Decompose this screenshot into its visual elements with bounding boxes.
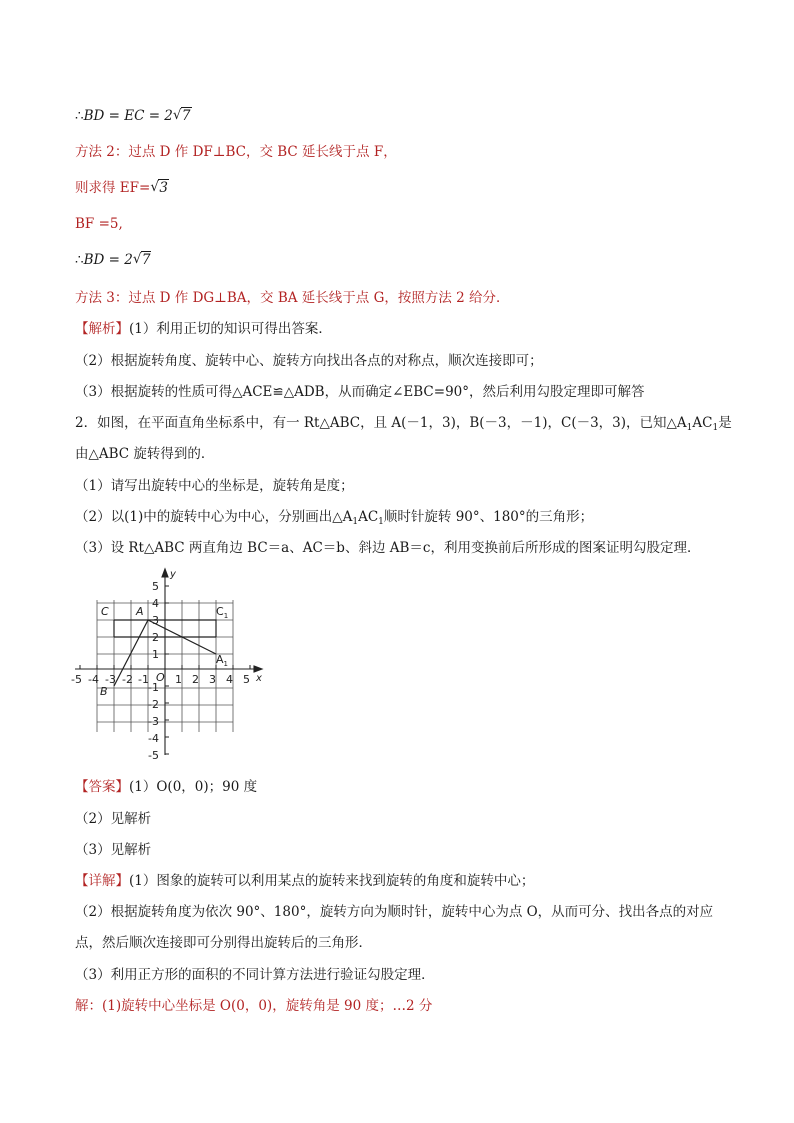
x-tick: -5	[71, 673, 82, 686]
radicand: 7	[181, 108, 191, 124]
point-label-a: A	[136, 605, 144, 618]
line-bf: BF =5,	[75, 216, 123, 232]
x-tick: -1	[138, 673, 149, 686]
answer-line-1	[75, 777, 257, 797]
origin-label: O	[156, 671, 165, 684]
y-tick: 3	[152, 614, 159, 627]
q2-text: 是	[718, 415, 732, 431]
axes	[75, 569, 262, 755]
y-tick-labels	[148, 569, 177, 762]
radicand: 3	[159, 180, 168, 196]
answer-line-3: （3）见解析	[75, 842, 152, 858]
question-2-line-2: 由△ABC 旋转得到的．	[75, 446, 215, 462]
sqrt-expression	[150, 178, 169, 198]
subscript: 1	[352, 517, 359, 527]
detail-line-1	[75, 871, 534, 891]
detail-text: (1）图象的旋转可以利用某点的旋转来找到旋转的角度和旋转中心；	[129, 873, 535, 889]
detail-line-4: （3）利用正方形的面积的不同计算方法进行验证勾股定理．	[75, 967, 435, 983]
answer-line-2: （2）见解析	[75, 811, 152, 827]
x-tick: 1	[175, 673, 182, 686]
point-label-c1: $C_1$	[216, 605, 229, 620]
method-2-line: 方法 2：过点 D 作 DF⊥BC，交 BC 延长线于点 F，	[75, 144, 397, 160]
therefore-symbol: ∴	[75, 252, 84, 268]
equation: BD = EC = 2	[83, 108, 173, 124]
q2p2-text: 顺时针旋转 90°、180°的三角形；	[383, 509, 594, 525]
method-3-line: 方法 3：过点 D 作 DG⊥BA，交 BA 延长线于点 G，按照方法 2 给分．	[75, 290, 510, 306]
analysis-line-1	[75, 319, 332, 339]
subscript: 1	[686, 423, 693, 433]
y-tick: 5	[152, 580, 159, 593]
answer-text: (1）O(0，0)；90 度	[129, 779, 258, 795]
ef-text: 则求得 EF=	[75, 180, 151, 196]
analysis-tag: 【解析】	[75, 321, 129, 337]
radicand: 7	[141, 252, 151, 268]
analysis-text: (1）利用正切的知识可得出答案．	[129, 321, 332, 337]
question-2-part-1: （1）请写出旋转中心的坐标是，旋转角是度；	[75, 478, 354, 494]
detail-line-3: 点，然后顺次连接即可分别得出旋转后的三角形．	[75, 935, 372, 951]
line-ef	[75, 178, 169, 198]
y-tick: -4	[148, 732, 159, 745]
x-tick: 2	[192, 673, 199, 686]
sqrt-expression	[133, 250, 152, 270]
y-axis-label: y	[170, 569, 176, 580]
x-tick: 5	[243, 673, 250, 686]
y-tick: 1	[152, 648, 159, 661]
q2-text: AC	[692, 415, 713, 431]
x-tick: 3	[209, 673, 216, 686]
coordinate-figure	[70, 565, 270, 765]
y-tick: 2	[152, 631, 159, 644]
y-tick: -1	[148, 681, 159, 694]
q2-text: 2．如图，在平面直角坐标系中，有一 Rt△ABC，且 A(－1，3)，B(－3，－1)，C(－3，3)，已知△A	[75, 415, 687, 431]
question-2-part-2	[75, 507, 593, 532]
y-tick: -5	[148, 749, 159, 762]
line-bd-ec	[75, 106, 192, 126]
solution-line: 解：(1)旋转中心坐标是 O(0，0)，旋转角是 90 度；…2 分	[75, 998, 433, 1014]
point-labels-rotated	[216, 605, 228, 668]
detail-line-2: （2）根据旋转角度为依次 90°、180°，旋转方向为顺时针，旋转中心为点 O，从而可分、找出各点的对应	[75, 904, 714, 920]
x-tick: -3	[105, 673, 116, 686]
q2p2-text: AC	[358, 509, 379, 525]
point-label-c: C	[101, 605, 109, 618]
subscript: 1	[712, 423, 719, 433]
analysis-line-2: （2）根据旋转角度、旋转中心、旋转方向找出各点的对称点，顺次连接即可；	[75, 353, 543, 369]
y-tick: -3	[148, 715, 159, 728]
point-label-a1: $A_1$	[216, 653, 228, 668]
therefore-symbol: ∴	[75, 108, 84, 124]
q2p2-text: （2）以(1)中的旋转中心为中心，分别画出△A	[75, 509, 353, 525]
answer-tag: 【答案】	[75, 779, 129, 795]
equation: BD = 2	[83, 252, 133, 268]
x-tick: -2	[122, 673, 133, 686]
sqrt-expression	[173, 106, 192, 126]
analysis-line-3: （3）根据旋转的性质可得△ACE≌△ADB，从而确定∠EBC=90°，然后利用勾股定理即可解答	[75, 384, 645, 400]
y-tick: -2	[148, 698, 159, 711]
question-2-part-3: （3）设 Rt△ABC 两直角边 BC＝a、AC＝b、斜边 AB＝c，利用变换前后所形成的图案证明勾股定理．	[75, 540, 701, 556]
x-tick: 4	[226, 673, 233, 686]
point-label-b: B	[100, 685, 108, 698]
y-tick: 4	[152, 597, 159, 610]
x-axis-label: x	[256, 673, 262, 684]
question-2-line-1	[75, 413, 732, 438]
subscript: 1	[378, 517, 384, 527]
line-bd	[75, 250, 151, 270]
x-tick: -4	[88, 673, 99, 686]
detail-tag: 【详解】	[75, 873, 129, 889]
